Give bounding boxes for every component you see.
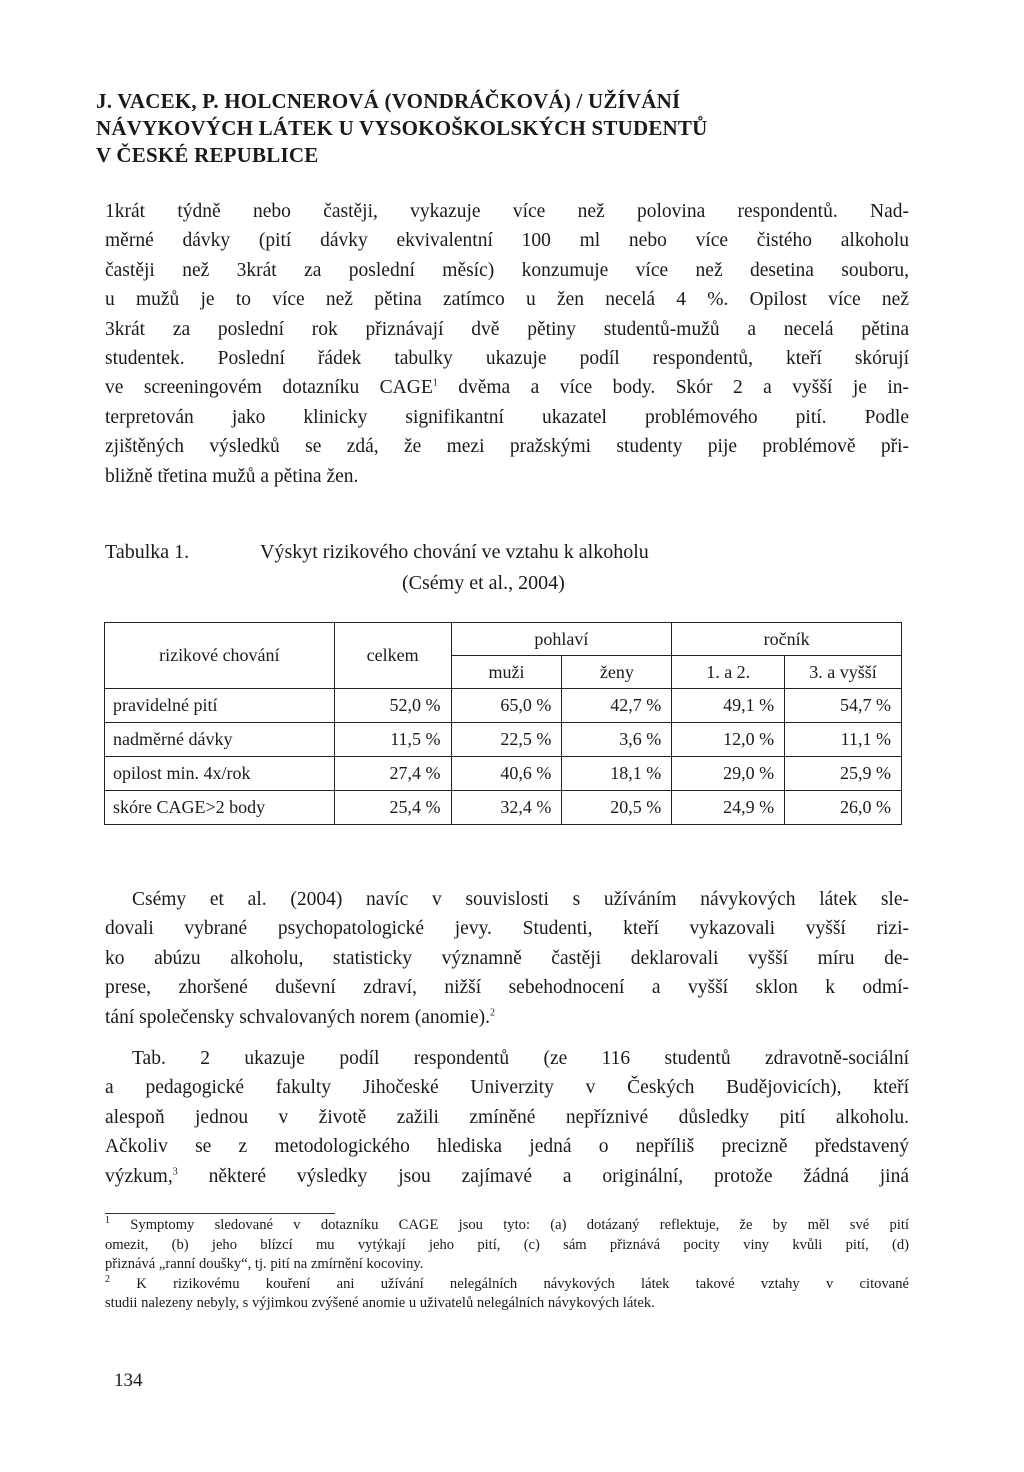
text-line: Ačkoliv se z metodologického hlediska jedná o nepříliš precizně představený [105,1136,909,1158]
footnote-separator [105,1213,335,1214]
text-segment: Symptomy sledované v dotazníku CAGE jsou tyto: (a) dotázaný reflektuje, že by měl své pití [110,1217,909,1233]
footnote-line: omezit, (b) jeho blízcí mu vytýkají jeho pití, (c) sám přiznává pocity viny kvůli pití, (d) [105,1236,909,1253]
header-cell: 1. a 2. [672,656,785,689]
header-cell: ročník [672,623,902,656]
header-line: V ČESKÉ REPUBLICE [96,143,319,167]
text-segment: některé výsledky jsou zajímavé a originální, protože žádná jiná [177,1165,909,1187]
running-header [96,88,916,169]
footnote-marker: 2 [105,1273,110,1285]
table-caption-label: Tabulka 1. [105,541,190,563]
footnote-ref: 2 [490,1007,496,1019]
table-row [105,689,902,723]
text-line: zjištěných výsledků se zdá, že mezi pražskými studenty pije problémově při- [105,436,909,458]
table-cell: 26,0 % [785,791,902,825]
table-cell: 42,7 % [562,689,672,723]
page-number: 134 [114,1370,143,1391]
text-line: prese, zhoršené duševní zdraví, nižší sebehodnocení a vyšší sklon k odmí- [105,977,909,999]
table-cell: 25,4 % [334,791,451,825]
table-caption-title: Výskyt rizikového chování ve vztahu k alkoholu [260,541,649,563]
header-cell: ženy [562,656,672,689]
table-cell: 25,9 % [785,757,902,791]
footnote-line: přiznává „ranní doušky“, tj. pití na zmírnění kocoviny. [105,1256,424,1272]
text-line: u mužů je to více než pětina zatímco u žen necelá 4 %. Opilost více než [105,289,909,311]
table-cell: 18,1 % [562,757,672,791]
table-cell: 20,5 % [562,791,672,825]
table-row [105,791,902,825]
paragraph-psychopathology [105,885,909,1032]
text-line: ko abúzu alkoholu, statisticky významně častěji deklarovali vyšší míru de- [105,947,909,969]
table-row [105,723,902,757]
paragraph-intro [105,197,909,491]
table-cell: opilost min. 4x/rok [105,757,335,791]
table-cell: 3,6 % [562,723,672,757]
footnote-marker: 1 [105,1215,110,1227]
table-cell: 65,0 % [451,689,562,723]
table-header-row [105,623,902,656]
text-line: Csémy et al. (2004) navíc v souvislosti s užíváním návykových látek sle- [132,889,909,910]
footnote-line [105,1216,909,1236]
table-cell: skóre CAGE>2 body [105,791,335,825]
table-cell: 52,0 % [334,689,451,723]
header-line: NÁVYKOVÝCH LÁTEK U VYSOKOŠKOLSKÝCH STUDENTŮ [96,116,708,140]
text-segment: tání společensky schvalovaných norem (anomie). [105,1006,491,1028]
header-cell: pohlaví [451,623,672,656]
footnote-ref: 3 [172,1166,178,1178]
table-cell: 11,1 % [785,723,902,757]
text-line: alespoň jednou v životě zažili zmíněné nepříznivé důsledky pití alkoholu. [105,1106,909,1128]
text-line: dovali vybrané psychopatologické jevy. Studenti, kteří vykazovali vyšší rizi- [105,918,909,940]
text-line [105,1162,909,1191]
table-cell: nadměrné dávky [105,723,335,757]
header-cell: rizikové chování [105,623,335,689]
footnote-line: studii nalezeny nebyly, s výjimkou zvýšené anomie u uživatelů nelegálních návykových látek. [105,1295,655,1311]
text-line: a pedagogické fakulty Jihočeské Univerzity v Českých Budějovicích), kteří [105,1077,909,1099]
text-line: terpretován jako klinicky signifikantní ukazatel problémového pití. Podle [105,406,909,428]
text-segment: ve screeningovém dotazníku CAGE [105,377,433,399]
header-cell: celkem [334,623,451,689]
paragraph-table2 [105,1044,909,1191]
text-line: 3krát za poslední rok přiznávají dvě pětiny studentů-mužů a necelá pětina [105,318,909,340]
table-cell: 27,4 % [334,757,451,791]
header-line: J. VACEK, P. HOLCNEROVÁ (VONDRÁČKOVÁ) / UŽÍVÁNÍ [96,89,681,113]
table-cell: 29,0 % [672,757,785,791]
table-cell: 40,6 % [451,757,562,791]
table-cell: 49,1 % [672,689,785,723]
footnote-line [105,1275,909,1295]
text-line: měrné dávky (pití dávky ekvivalentní 100 ml nebo více čistého alkoholu [105,230,909,252]
table-cell: 32,4 % [451,791,562,825]
text-segment: dvěma a více body. Skór 2 a vyšší je in- [437,377,910,399]
table-cell: 22,5 % [451,723,562,757]
footnote-ref: 1 [432,377,438,389]
risk-behaviour-table [104,622,902,825]
table-caption-source: (Csémy et al., 2004) [402,572,565,594]
text-line: častěji než 3krát za poslední měsíc) konzumuje více než desetina souboru, [105,259,909,281]
footnotes [105,1216,909,1314]
header-cell: 3. a vyšší [785,656,902,689]
text-segment: K rizikovému kouření ani užívání nelegálních návykových látek takové vztahy v citované [110,1275,909,1292]
text-line [105,373,909,402]
text-segment: výzkum, [105,1165,173,1187]
header-cell: muži [451,656,562,689]
text-line [105,1003,909,1032]
table-cell: 12,0 % [672,723,785,757]
text-line: Tab. 2 ukazuje podíl respondentů (ze 116 studentů zdravotně-sociální [132,1048,909,1069]
table-cell: 11,5 % [334,723,451,757]
table-cell: 24,9 % [672,791,785,825]
table-cell: pravidelné pití [105,689,335,723]
table-cell: 54,7 % [785,689,902,723]
text-line: 1krát týdně nebo častěji, vykazuje více než polovina respondentů. Nad- [105,201,909,222]
text-line: studentek. Poslední řádek tabulky ukazuje podíl respondentů, kteří skórují [105,348,909,370]
table-row [105,757,902,791]
text-line: bližně třetina mužů a pětina žen. [105,465,359,487]
